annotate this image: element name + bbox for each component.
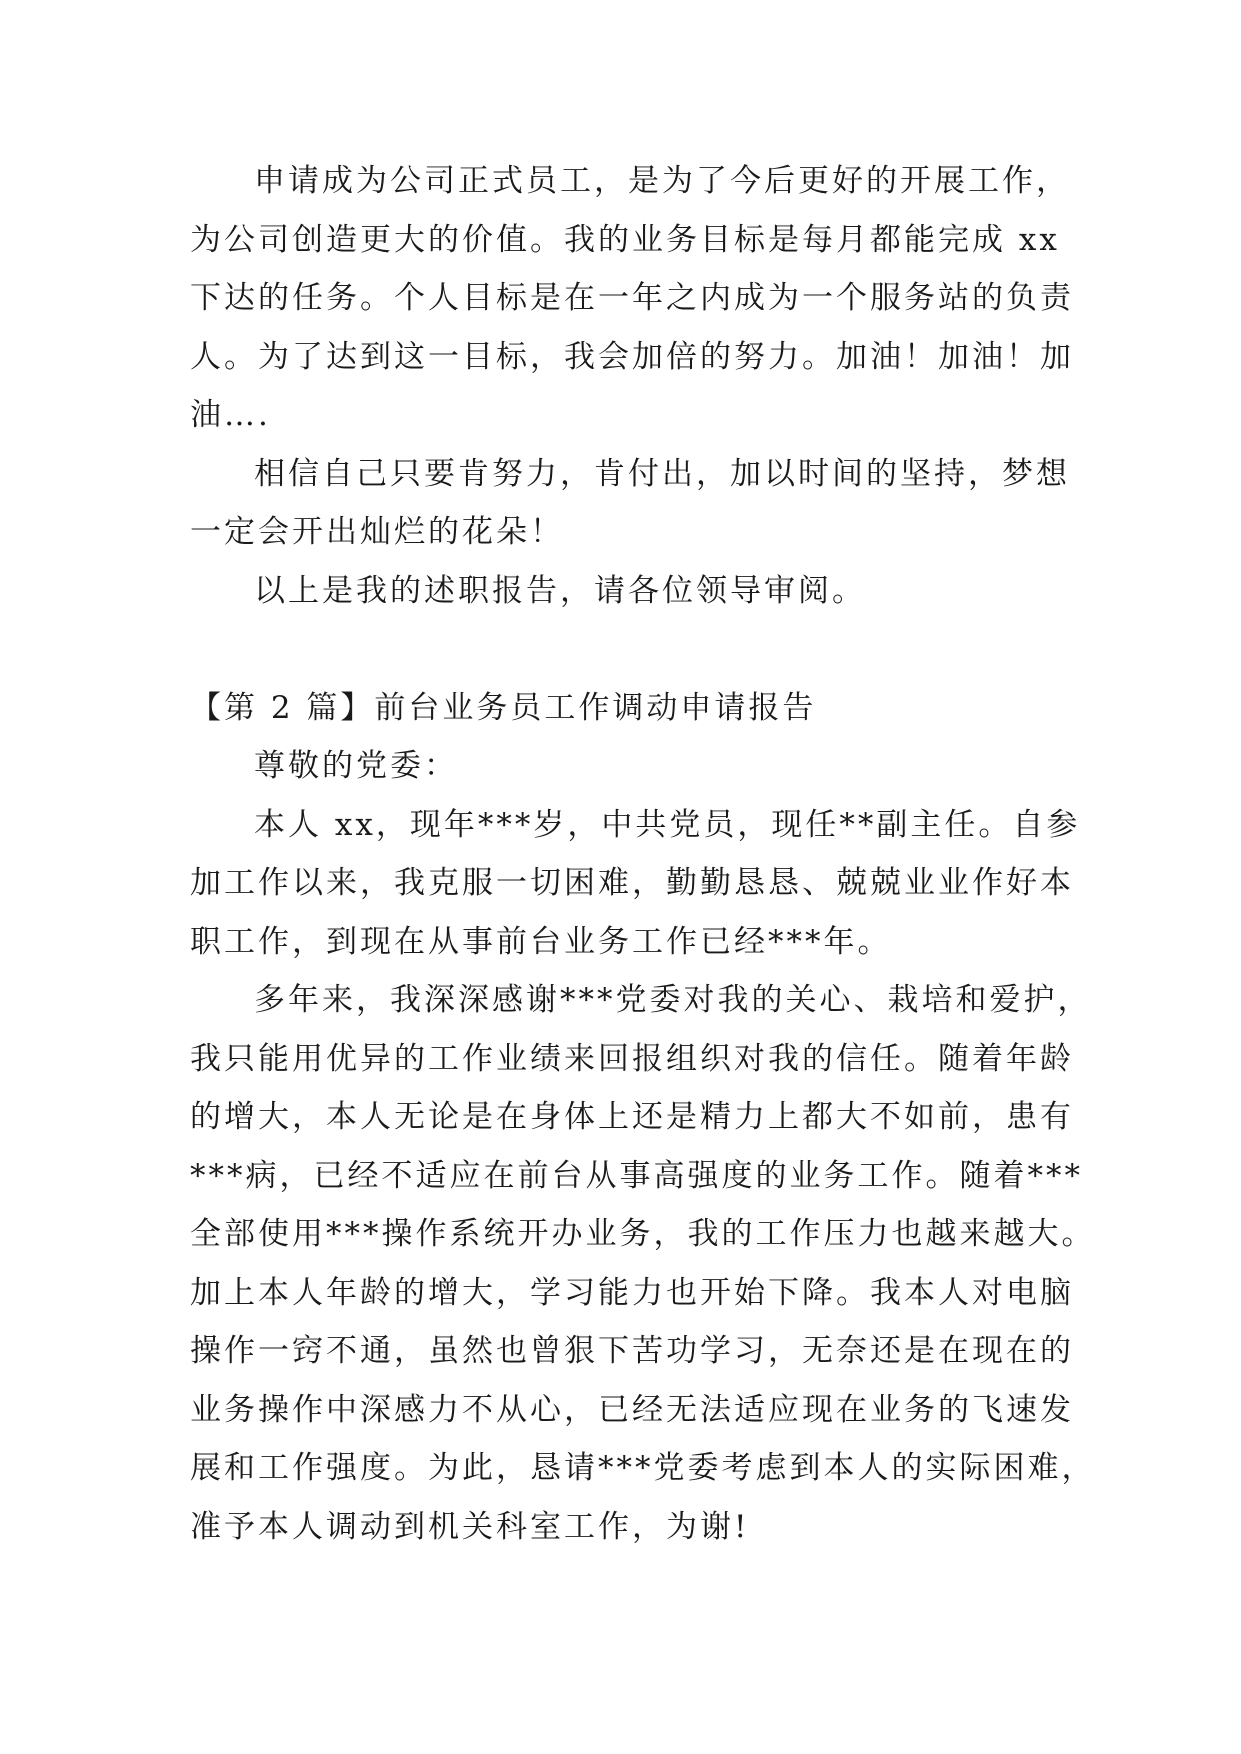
text-line: 相信自己只要肯努力，肯付出，加以时间的坚持，梦想 — [254, 455, 1070, 492]
text-line: 加工作以来，我克服一切困难，勤勤恳恳、兢兢业业作好本 — [190, 865, 1074, 901]
text-line: 我只能用优异的工作业绩来回报组织对我的信任。随着年龄 — [190, 1040, 1074, 1077]
text-line: 以上是我的述职报告，请各位领导审阅。 — [254, 572, 866, 609]
text-line: 本人 xx，现年***岁，中共党员，现任**副主任。自参 — [254, 806, 1081, 843]
text-line: 的增大，本人无论是在身体上还是精力上都大不如前，患有 — [190, 1099, 1074, 1135]
section-2 — [190, 679, 1096, 1557]
text-line: 一定会开出灿烂的花朵！ — [190, 514, 564, 550]
text-line: 多年来，我深深感谢***党委对我的关心、栽培和爱护， — [254, 982, 1092, 1018]
text-line: 业务操作中深感力不从心，已经无法适应现在业务的飞速发 — [190, 1391, 1074, 1428]
text-line: 展和工作强度。为此，恳请***党委考虑到本人的实际困难， — [190, 1450, 1096, 1486]
text-line: 准予本人调动到机关科室工作，为谢! — [190, 1508, 750, 1545]
text-line: 职工作，到现在从事前台业务工作已经***年。 — [190, 923, 892, 960]
section-heading: 【第 2 篇】前台业务员工作调动申请报告 — [190, 689, 817, 726]
text-line: 全部使用***操作系统开办业务，我的工作压力也越来越大。 — [190, 1216, 1096, 1252]
text-line: ***病，已经不适应在前台从事高强度的业务工作。随着*** — [190, 1157, 1083, 1194]
text-line: 申请成为公司正式员工，是为了今后更好的开展工作， — [254, 163, 1070, 199]
salutation: 尊敬的党委： — [254, 748, 458, 784]
section-1 — [190, 152, 1074, 620]
document-body — [190, 152, 1096, 1556]
text-line: 加上本人年龄的增大，学习能力也开始下降。我本人对电脑 — [190, 1274, 1074, 1311]
text-line: 油…. — [190, 397, 271, 433]
text-line: 为公司创造更大的价值。我的业务目标是每月都能完成 xx — [190, 221, 1060, 258]
text-line: 操作一窍不通，虽然也曾狠下苦功学习，无奈还是在现在的 — [190, 1333, 1074, 1369]
text-line: 下达的任务。个人目标是在一年之内成为一个服务站的负责 — [190, 280, 1074, 316]
text-line: 人。为了达到这一目标，我会加倍的努力。加油！加油！加 — [190, 338, 1074, 375]
